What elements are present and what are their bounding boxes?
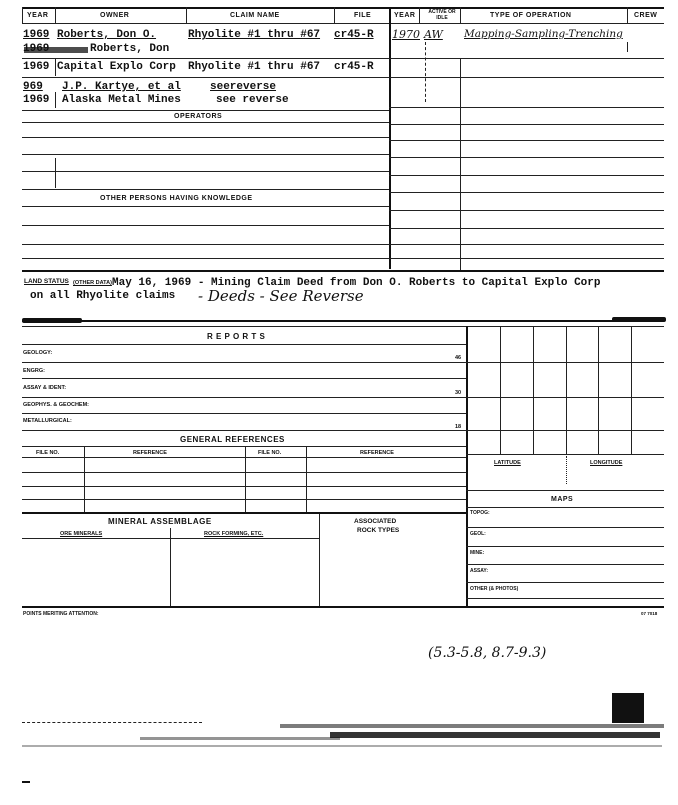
report-label-engrg: ENGRG: [23,368,45,374]
scan-noise [22,745,662,747]
report-label-geology: GEOLOGY: [23,350,53,356]
owner-row-owner: Roberts, Don O. [57,29,157,41]
map-assay: ASSAY: [470,568,489,574]
land-status-text: May 16, 1969 - Mining Claim Deed from Don O. Roberts to Capital Explo Corp [112,277,601,289]
report-num: 18 [455,424,462,430]
rock-forming-header: ROCK FORMING, ETC. [204,531,264,537]
header-file: FILE [354,12,372,19]
land-status-label: LAND STATUS [24,278,69,285]
owner-row-claim: Rhyolite #1 thru #67 [188,29,321,41]
scan-noise [330,732,660,738]
gr-reference: REFERENCE [133,450,167,456]
mineral-assemblage-title: MINERAL ASSEMBLAGE [108,517,212,526]
header-year: YEAR [27,12,49,19]
operators-title: OPERATORS [174,113,223,120]
report-label-assay: ASSAY & IDENT: [23,385,67,391]
operation-year: 1970 [392,28,420,41]
rock-types-label: ROCK TYPES [357,527,400,534]
map-other-photos: OTHER (& PHOTOS) [470,586,519,592]
header-underline [22,23,664,24]
section-divider [389,7,391,269]
scan-black-block [612,693,644,723]
other-persons-title: OTHER PERSONS HAVING KNOWLEDGE [100,195,253,202]
report-num: 46 [455,355,462,361]
owner-row-year: 1969 [23,29,50,41]
header-crew: CREW [634,12,658,19]
struck-out-text [24,47,88,53]
header-active-idle: ACTIVE OR IDLE [428,9,456,21]
header-year-2: YEAR [394,12,416,19]
scan-noise [22,781,30,783]
maps-title: MAPS [551,496,574,503]
frame-left-edge [22,7,23,23]
gr-file-no-2: FILE NO. [258,450,282,456]
report-num: 30 [455,390,462,396]
general-references-title: GENERAL REFERENCES [180,435,285,444]
owner-row-year: 1969 [23,61,50,73]
handwritten-range-note: (5.3-5.8, 8.7-9.3) [428,645,547,661]
owner-row-file: cr45-R [334,29,374,41]
scan-noise [280,724,664,728]
form-code: 07 7018 [641,611,658,616]
owner-row-claim: see reverse [216,94,289,106]
map-mine: MINE: [470,550,485,556]
reports-title: R E P O R T S [207,332,266,341]
longitude-label: LONGITUDE [590,460,623,466]
points-meriting-attention: POINTS MERITING ATTENTION: [23,611,99,617]
header-owner: OWNER [100,12,130,19]
land-status-handwritten: - Deeds - See Reverse [198,287,364,305]
owner-row-claim: seereverse [210,81,277,93]
owner-row-year: 969 [23,81,43,93]
ink-smudge [612,317,666,322]
header-claim-name: CLAIM NAME [230,12,280,19]
associated-label: ASSOCIATED [354,518,397,525]
operation-type: Mapping-Sampling-Trenching [464,28,623,40]
report-label-geophys: GEOPHYS. & GEOCHEM: [23,402,90,408]
latitude-label: LATITUDE [494,460,521,466]
land-status-text-2: on all Rhyolite claims [30,290,176,302]
ore-minerals-header: ORE MINERALS [60,531,103,537]
owner-row-owner: Roberts, Don [90,43,170,55]
owner-row-claim: Rhyolite #1 thru #67 [188,61,321,73]
land-status-sublabel: (OTHER DATA) [73,280,112,286]
map-geol: GEOL: [470,531,486,537]
report-label-metallurgical: METALLURGICAL: [23,418,72,424]
top-border [22,7,664,9]
owner-row-file: cr45-R [334,61,374,73]
operation-active: AW [424,28,443,41]
map-topog: TOPOG: [470,510,490,516]
owner-row-owner: Alaska Metal Mines [62,94,181,106]
scan-noise [140,737,340,740]
gr-reference-2: REFERENCE [360,450,394,456]
header-type-of-operation: TYPE OF OPERATION [490,12,572,19]
gr-file-no: FILE NO. [36,450,60,456]
owner-row-year: 1969 [23,94,50,106]
land-status-top-rule [22,270,664,272]
owner-row-owner: Capital Explo Corp [57,61,176,73]
owner-row-owner: J.P. Kartye, et al [62,81,181,93]
